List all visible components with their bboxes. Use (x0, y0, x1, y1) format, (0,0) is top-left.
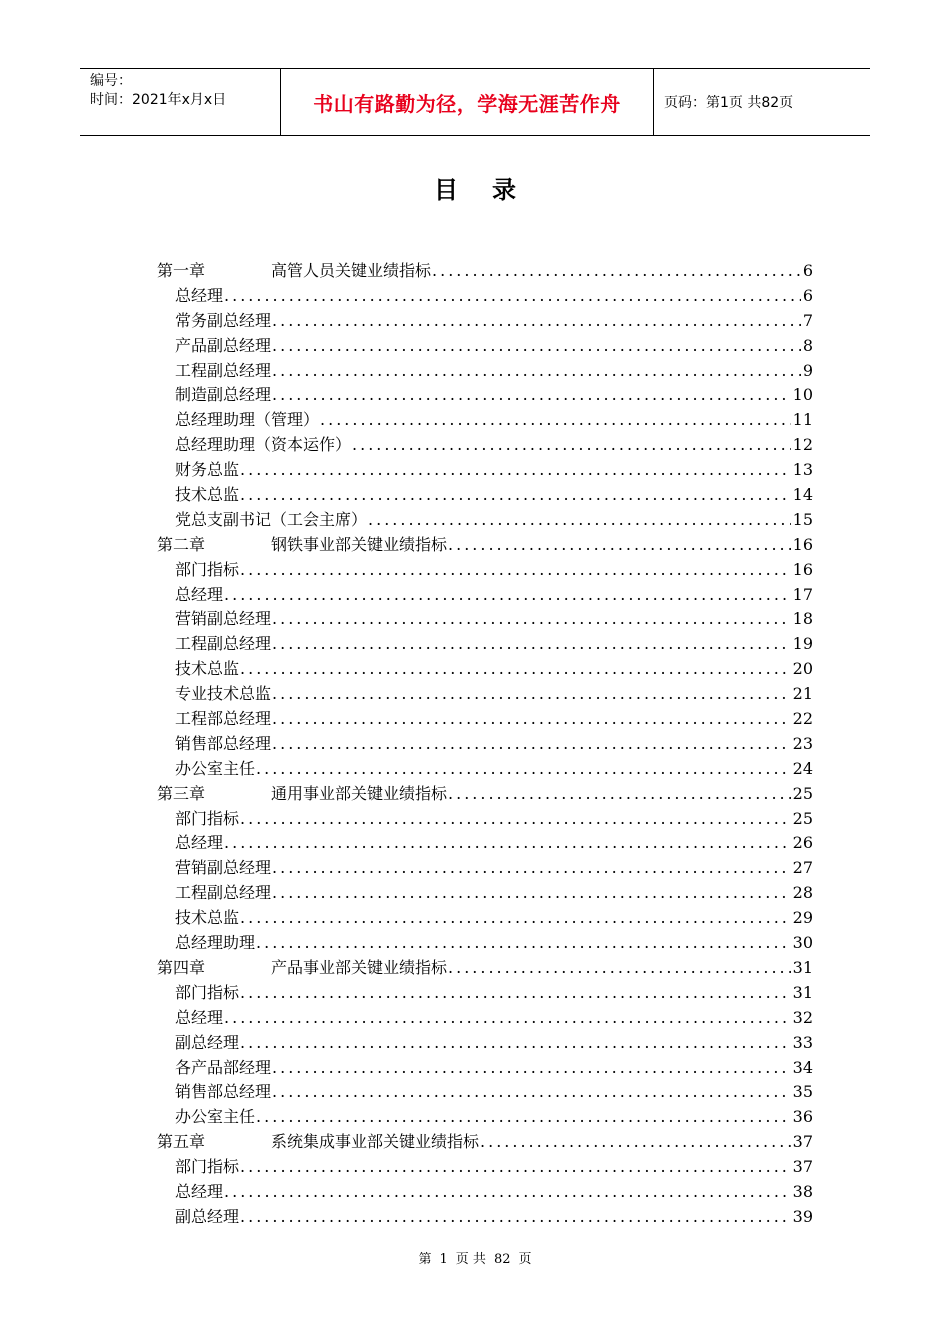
toc-page-number: 21 (792, 684, 813, 704)
dot-leader (272, 359, 801, 384)
toc-entry-title: 总经理 (175, 584, 224, 604)
toc-entry-title: 产品事业部关键业绩指标 (271, 957, 448, 977)
toc-page-number: 32 (792, 1007, 813, 1027)
dot-leader (272, 707, 791, 732)
dot-leader (240, 483, 791, 508)
toc-entry[interactable] (157, 508, 813, 533)
dot-leader (224, 284, 801, 309)
dot-leader (240, 807, 791, 832)
toc-entry[interactable] (157, 309, 813, 334)
toc-page-number: 22 (792, 709, 813, 729)
dot-leader (272, 383, 791, 408)
toc-entry[interactable] (157, 981, 813, 1006)
toc-entry[interactable] (157, 757, 813, 782)
toc-chapter-number: 第五章 (157, 1132, 206, 1152)
footer-page: 1 (439, 1252, 448, 1267)
dot-leader (272, 881, 791, 906)
toc-chapter-entry[interactable] (157, 1130, 813, 1155)
toc-entry[interactable] (157, 558, 813, 583)
toc-entry-title: 通用事业部关键业绩指标 (271, 783, 448, 803)
toc-chapter-number: 第三章 (157, 783, 206, 803)
toc-entry[interactable] (157, 1031, 813, 1056)
toc-entry-title: 技术总监 (175, 659, 240, 679)
toc-page-number: 34 (792, 1057, 813, 1077)
footer-mid: 页 共 (455, 1252, 486, 1267)
toc-entry-title: 部门指标 (175, 808, 240, 828)
toc-entry[interactable] (157, 931, 813, 956)
dot-leader (448, 782, 791, 807)
toc-page-number: 26 (792, 833, 813, 853)
dot-leader (240, 981, 791, 1006)
toc-page-number: 10 (792, 385, 813, 405)
dot-leader (272, 856, 791, 881)
footer-prefix: 第 (418, 1252, 432, 1267)
toc-entry[interactable] (157, 1006, 813, 1031)
time-label: 时间：2021年x月x日 (90, 92, 227, 108)
toc-page-number: 31 (792, 982, 813, 1002)
toc-page-number: 36 (792, 1107, 813, 1127)
toc-entry[interactable] (157, 831, 813, 856)
toc-entry[interactable] (157, 1105, 813, 1130)
toc-entry[interactable] (157, 707, 813, 732)
toc-entry[interactable] (157, 583, 813, 608)
toc-entry[interactable] (157, 1080, 813, 1105)
toc-page-number: 18 (792, 609, 813, 629)
dot-leader (240, 558, 791, 583)
toc-entry-title: 办公室主任 (175, 758, 256, 778)
toc-entry[interactable] (157, 408, 813, 433)
dot-leader (448, 956, 791, 981)
dot-leader (240, 1031, 791, 1056)
toc-entry[interactable] (157, 1180, 813, 1205)
toc-chapter-entry[interactable] (157, 533, 813, 558)
dot-leader (224, 831, 791, 856)
toc-entry[interactable] (157, 1205, 813, 1230)
toc-page-number: 37 (792, 1132, 813, 1152)
toc-entry[interactable] (157, 383, 813, 408)
toc-page-number: 16 (792, 534, 813, 554)
toc-entry-title: 财务总监 (175, 460, 240, 480)
toc-entry[interactable] (157, 458, 813, 483)
toc-page-number: 6 (802, 261, 813, 280)
toc-chapter-entry[interactable] (157, 782, 813, 807)
toc-page-number: 8 (802, 335, 813, 355)
dot-leader (272, 1080, 791, 1105)
dot-leader (256, 931, 791, 956)
dot-leader (272, 334, 801, 359)
toc-entry[interactable] (157, 607, 813, 632)
toc-entry-title: 总经理助理 (175, 933, 256, 953)
toc-page-number: 17 (792, 584, 813, 604)
toc-entry-title: 办公室主任 (175, 1107, 256, 1127)
dot-leader (272, 682, 791, 707)
toc-entry-title: 销售部总经理 (175, 733, 272, 753)
toc-entry-title: 常务副总经理 (175, 310, 272, 330)
footer-suffix: 页 (518, 1252, 532, 1267)
toc-entry-title: 党总支副书记（工会主席） (175, 509, 368, 529)
dot-leader (272, 607, 791, 632)
toc-page-number: 37 (792, 1157, 813, 1177)
header-meta (80, 69, 281, 135)
footer-total: 82 (493, 1252, 511, 1267)
toc-page-number: 33 (792, 1032, 813, 1052)
toc-page-number: 7 (802, 310, 813, 330)
toc-entry[interactable] (157, 1056, 813, 1081)
toc-entry-title: 销售部总经理 (175, 1082, 272, 1102)
toc-entry[interactable] (157, 732, 813, 757)
toc-page-number: 29 (792, 908, 813, 928)
header-page-info: 页码：第1页 共82页 (664, 95, 794, 111)
toc-entry[interactable] (157, 284, 813, 309)
toc-entry-title: 总经理 (175, 285, 224, 305)
toc-entry-title: 总经理 (175, 1181, 224, 1201)
toc-page-number: 11 (792, 410, 813, 430)
toc-entry[interactable] (157, 359, 813, 384)
toc-entry-title: 部门指标 (175, 1157, 240, 1177)
toc-entry-title: 总经理助理（管理） (175, 410, 320, 430)
toc-entry-title: 高管人员关键业绩指标 (271, 261, 432, 280)
document-header (80, 68, 870, 136)
toc-entry-title: 总经理 (175, 1007, 224, 1027)
toc-chapter-number: 第一章 (157, 261, 206, 280)
toc-entry-title: 各产品部经理 (175, 1057, 272, 1077)
toc-entry-title: 系统集成事业部关键业绩指标 (271, 1132, 480, 1152)
page-title: 目录 (434, 176, 550, 204)
dot-leader (448, 533, 791, 558)
toc-chapter-number: 第二章 (157, 534, 206, 554)
dot-leader (256, 1105, 791, 1130)
toc-page-number: 23 (792, 733, 813, 753)
toc-entry-title: 专业技术总监 (175, 684, 272, 704)
dot-leader (432, 259, 801, 284)
toc-entry-title: 部门指标 (175, 982, 240, 1002)
toc-page-number: 30 (792, 933, 813, 953)
dot-leader (240, 906, 791, 931)
toc-entry[interactable] (157, 856, 813, 881)
toc-entry[interactable] (157, 657, 813, 682)
toc-entry-title: 技术总监 (175, 908, 240, 928)
toc-entry-title: 工程部总经理 (175, 709, 272, 729)
toc-entry[interactable] (157, 334, 813, 359)
toc-entry[interactable] (157, 1155, 813, 1180)
toc-entry-title: 营销副总经理 (175, 858, 272, 878)
toc-entry[interactable] (157, 881, 813, 906)
toc-entry-title: 工程副总经理 (175, 634, 272, 654)
dot-leader (240, 1155, 791, 1180)
toc-page-number: 27 (792, 858, 813, 878)
toc-entry-title: 钢铁事业部关键业绩指标 (271, 534, 448, 554)
dot-leader (320, 408, 791, 433)
toc-page-number: 15 (792, 509, 813, 529)
page-footer (0, 1248, 950, 1267)
dot-leader (272, 732, 791, 757)
toc-chapter-entry[interactable] (157, 956, 813, 981)
toc-entry-title: 部门指标 (175, 559, 240, 579)
toc-chapter-entry[interactable] (157, 259, 813, 284)
toc-entry-title: 技术总监 (175, 485, 240, 505)
dot-leader (224, 1180, 791, 1205)
toc-page-number: 24 (792, 758, 813, 778)
toc-page-number: 25 (792, 783, 813, 803)
toc-entry-title: 营销副总经理 (175, 609, 272, 629)
toc-page-number: 19 (792, 634, 813, 654)
header-slogan: 书山有路勤为径，学海无涯苦作舟 (281, 69, 654, 135)
toc-entry[interactable] (157, 483, 813, 508)
toc-entry[interactable] (157, 632, 813, 657)
dot-leader (240, 1205, 791, 1230)
toc-page-number: 31 (792, 957, 813, 977)
dot-leader (272, 1056, 791, 1081)
dot-leader (224, 583, 791, 608)
dot-leader (352, 433, 791, 458)
toc-entry[interactable] (157, 682, 813, 707)
toc-page-number: 25 (792, 808, 813, 828)
toc-entry-title: 总经理助理（资本运作） (175, 435, 352, 455)
toc-entry-title: 产品副总经理 (175, 335, 272, 355)
toc-page-number: 35 (792, 1082, 813, 1102)
toc-entry-title: 总经理 (175, 833, 224, 853)
dot-leader (240, 458, 791, 483)
toc-page-number: 28 (792, 883, 813, 903)
toc-entry[interactable] (157, 807, 813, 832)
toc-entry-title: 副总经理 (175, 1032, 240, 1052)
dot-leader (256, 757, 791, 782)
dot-leader (272, 632, 791, 657)
dot-leader (368, 508, 791, 533)
toc-entry-title: 副总经理 (175, 1206, 240, 1226)
dot-leader (240, 657, 791, 682)
toc-page-number: 9 (802, 360, 813, 380)
toc-entry-title: 制造副总经理 (175, 385, 272, 405)
toc-page-number: 20 (792, 659, 813, 679)
dot-leader (480, 1130, 791, 1155)
toc-chapter-number: 第四章 (157, 957, 206, 977)
toc-entry-title: 工程副总经理 (175, 883, 272, 903)
toc-page-number: 14 (792, 485, 813, 505)
toc-page-number: 13 (792, 460, 813, 480)
dot-leader (272, 309, 801, 334)
toc-entry[interactable] (157, 433, 813, 458)
toc-page-number: 16 (792, 559, 813, 579)
dot-leader (224, 1006, 791, 1031)
toc-page-number: 12 (792, 435, 813, 455)
toc-page-number: 39 (792, 1206, 813, 1226)
toc-page-number: 38 (792, 1181, 813, 1201)
toc-page-number: 6 (802, 285, 813, 305)
number-label: 编号： (90, 73, 132, 89)
table-of-contents (157, 259, 813, 1230)
toc-entry-title: 工程副总经理 (175, 360, 272, 380)
toc-entry[interactable] (157, 906, 813, 931)
